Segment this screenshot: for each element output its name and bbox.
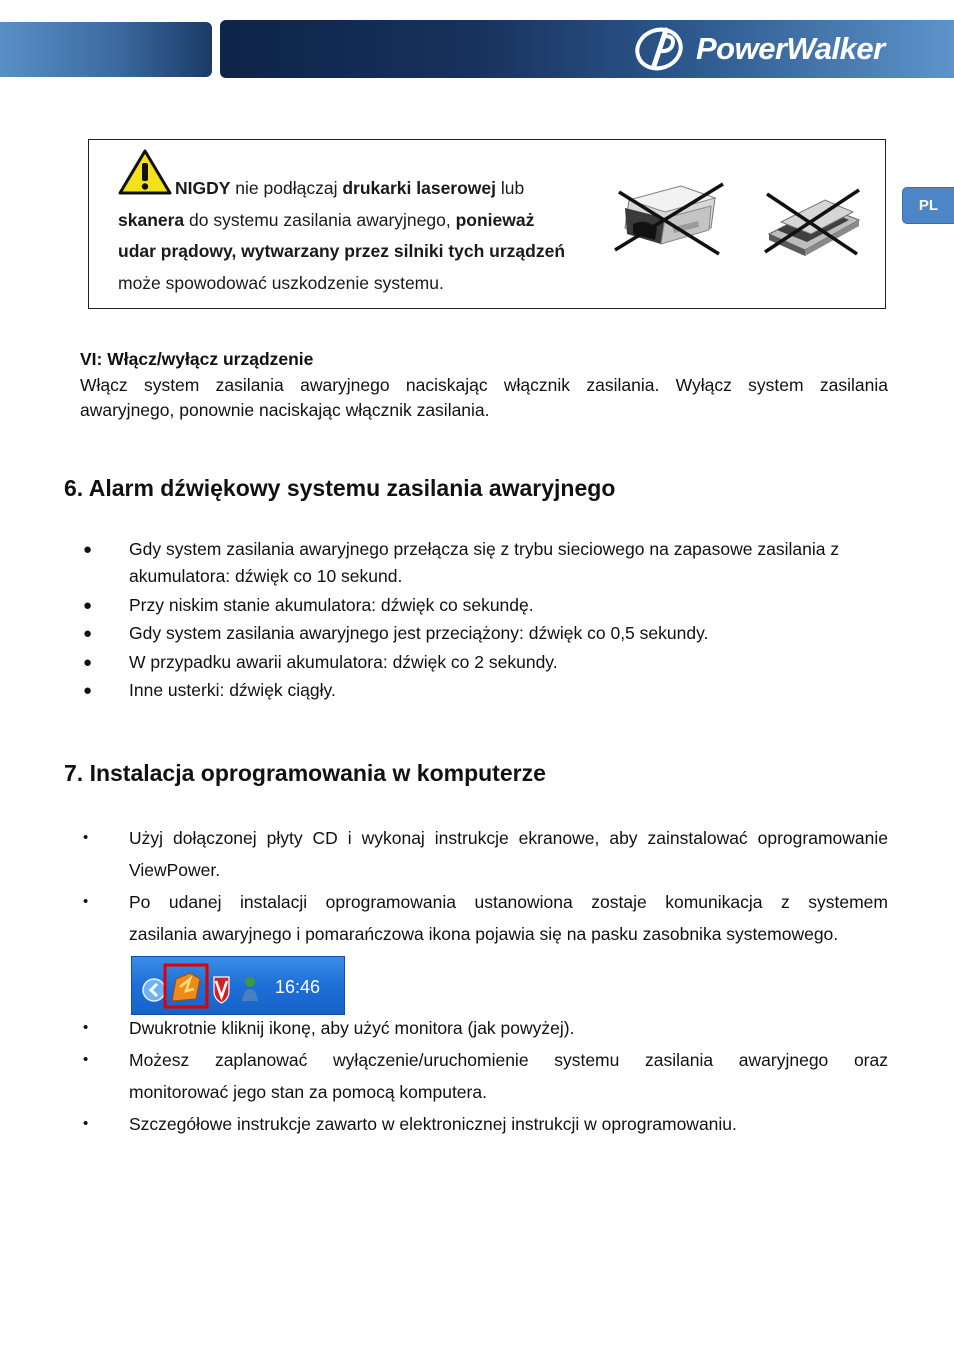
warning-line bbox=[118, 173, 588, 205]
bullet-icon: • bbox=[83, 829, 89, 846]
bullet-icon: • bbox=[83, 1051, 89, 1068]
warning-text-run: nie podłączaj bbox=[230, 178, 343, 198]
list-item-text: zasilania awaryjnego i pomarańczowa ikona pojawia się na pasku zasobnika systemowego. bbox=[129, 924, 839, 944]
bullet-icon: ● bbox=[83, 596, 93, 614]
list-item bbox=[80, 649, 888, 676]
list-item-text: Inne usterki: dźwięk ciągły. bbox=[129, 680, 336, 700]
brand-name: PowerWalker bbox=[696, 31, 885, 66]
paragraph-line: Włącz system zasilania awaryjnego naciskając włącznik zasilania. Wyłącz system zasilania bbox=[80, 375, 888, 395]
bullet-icon: • bbox=[83, 1115, 89, 1132]
warning-line bbox=[118, 205, 588, 237]
warning-text bbox=[118, 173, 588, 299]
crossed-out-scanner-icon bbox=[761, 186, 863, 258]
list-item-text: Gdy system zasilania awaryjnego przełącza się z trybu sieciowego na zapasowe zasilania z bbox=[129, 539, 840, 559]
install-list-bottom bbox=[80, 1012, 888, 1140]
list-item bbox=[80, 1108, 888, 1140]
warning-emphasis: udar prądowy, wytwarzany przez silniki tych urządzeń bbox=[118, 241, 566, 261]
system-tray-image bbox=[131, 956, 345, 1015]
warning-emphasis: NIGDY bbox=[175, 178, 231, 198]
list-item bbox=[80, 822, 888, 886]
section-6-title: 6. Alarm dźwiękowy systemu zasilania awaryjnego bbox=[64, 475, 616, 501]
brand-logo bbox=[632, 26, 885, 72]
list-item bbox=[80, 677, 888, 704]
power-logo-icon bbox=[632, 26, 690, 72]
list-item-text: ViewPower. bbox=[129, 860, 221, 880]
warning-emphasis: drukarki laserowej bbox=[342, 178, 497, 198]
list-item-text: Możesz zaplanować wyłączenie/uruchomienie systemu zasilania awaryjnego oraz bbox=[129, 1050, 888, 1070]
list-item bbox=[80, 536, 888, 590]
list-item bbox=[80, 886, 888, 950]
ups-monitor-icon bbox=[172, 973, 200, 1001]
bullet-icon: ● bbox=[83, 541, 93, 558]
bullet-icon: ● bbox=[83, 625, 93, 642]
warning-line bbox=[118, 268, 588, 300]
list-item bbox=[80, 1012, 888, 1044]
list-item-text: Po udanej instalacji oprogramowania ustanowiona zostaje komunikacja z systemem bbox=[129, 892, 888, 912]
warning-box bbox=[88, 139, 886, 309]
warning-line bbox=[118, 236, 588, 268]
language-tab[interactable]: PL bbox=[902, 187, 954, 224]
warning-text-run: lub bbox=[496, 178, 525, 198]
tray-clock: 16:46 bbox=[275, 977, 321, 997]
section-7-title: 7. Instalacja oprogramowania w komputerze bbox=[64, 760, 546, 786]
warning-emphasis: ponieważ bbox=[455, 209, 535, 230]
bullet-icon: ● bbox=[83, 682, 93, 699]
list-item bbox=[80, 592, 888, 619]
alarm-list bbox=[80, 536, 888, 706]
bullet-icon: • bbox=[83, 893, 89, 910]
list-item bbox=[80, 1044, 888, 1108]
user-icon-body bbox=[242, 989, 258, 1001]
tray-icons bbox=[132, 957, 272, 1016]
warning-text-run: może spowodować uszkodzenie systemu. bbox=[118, 272, 444, 293]
header-banner-left bbox=[0, 22, 212, 77]
onoff-heading: VI: Włącz/wyłącz urządzenie bbox=[80, 349, 314, 369]
list-item-text: monitorować jego stan za pomocą komputera. bbox=[129, 1082, 487, 1102]
bullet-icon: ● bbox=[83, 653, 93, 671]
warning-text-run: do systemu zasilania awaryjnego, bbox=[184, 209, 456, 230]
list-item-text: Gdy system zasilania awaryjnego jest przeciążony: dźwięk co 0,5 sekundy. bbox=[129, 623, 709, 643]
list-item-text: Przy niskim stanie akumulatora: dźwięk co sekundę. bbox=[129, 594, 534, 615]
warning-emphasis: skanera bbox=[118, 209, 185, 230]
tray-expand-icon bbox=[143, 979, 165, 1001]
user-icon-head bbox=[245, 977, 255, 987]
list-item bbox=[80, 620, 888, 647]
list-item-text: Dwukrotnie kliknij ikonę, aby użyć monitora (jak powyżej). bbox=[129, 1018, 575, 1038]
list-item-text: Szczegółowe instrukcje zawarto w elektronicznej instrukcji w oprogramowaniu. bbox=[129, 1114, 737, 1134]
paragraph-line: awaryjnego, ponownie naciskając włącznik zasilania. bbox=[80, 400, 490, 420]
crossed-out-printer-icon bbox=[611, 178, 729, 258]
bullet-icon: • bbox=[83, 1019, 89, 1036]
list-item-text: Użyj dołączonej płyty CD i wykonaj instrukcje ekranowe, aby zainstalować oprogramowanie bbox=[129, 828, 888, 848]
install-list-top bbox=[80, 822, 888, 950]
list-item-text: akumulatora: dźwięk co 10 sekund. bbox=[129, 566, 403, 586]
list-item-text: W przypadku awarii akumulatora: dźwięk co 2 sekundy. bbox=[129, 651, 558, 672]
onoff-paragraph bbox=[80, 373, 888, 423]
